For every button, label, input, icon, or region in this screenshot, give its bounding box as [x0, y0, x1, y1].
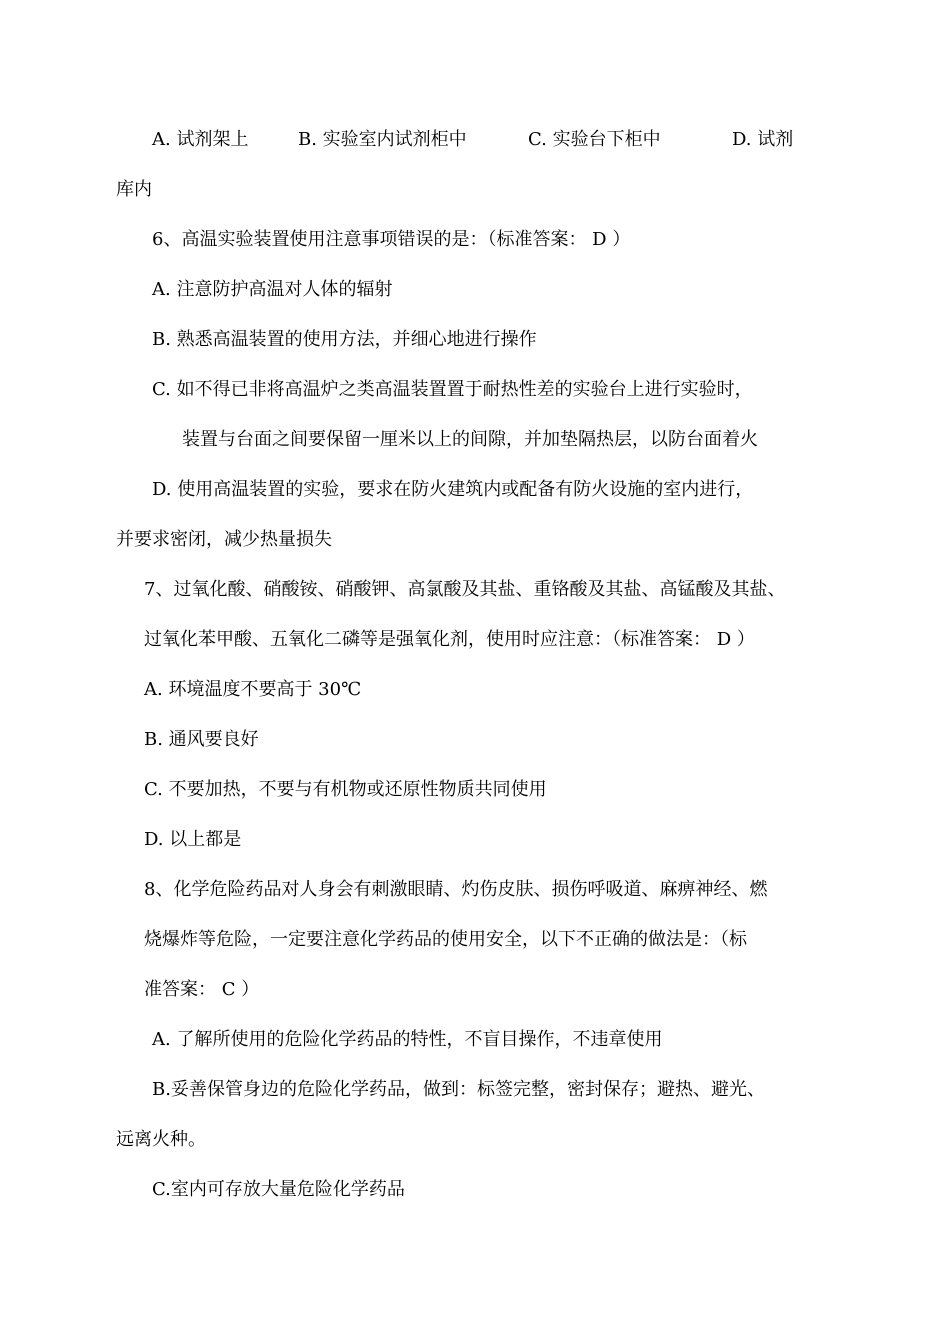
q8-option-b-line2: 远离火种。: [116, 1129, 206, 1150]
q8-option-a: A. 了解所使用的危险化学药品的特性，不盲目操作，不违章使用: [152, 1029, 663, 1050]
q5-option-d: D. 试剂: [732, 129, 794, 150]
q5-option-a: A. 试剂架上: [152, 129, 249, 150]
q6-option-b: B. 熟悉高温装置的使用方法，并细心地进行操作: [152, 329, 537, 350]
q7-option-b: B. 通风要良好: [144, 729, 259, 750]
q7-option-a: A. 环境温度不要高于 30℃: [144, 679, 362, 700]
q7-question-line2: 过氧化苯甲酸、五氧化二磷等是强氧化剂，使用时应注意：（标准答案： D ）: [144, 629, 755, 650]
q6-option-a: A. 注意防护高温对人体的辐射: [152, 279, 393, 300]
q8-question-line3: 准答案： C ）: [144, 979, 260, 1000]
q6-question: 6、高温实验装置使用注意事项错误的是：（标准答案： D ）: [152, 229, 631, 250]
q8-option-b-line1: B.妥善保管身边的危险化学药品，做到：标签完整，密封保存；避热、避光、: [152, 1079, 765, 1100]
q6-option-d-line1: D. 使用高温装置的实验，要求在防火建筑内或配备有防火设施的室内进行，: [152, 479, 754, 500]
q5-option-b: B. 实验室内试剂柜中: [298, 129, 467, 150]
q5-option-d-continuation: 库内: [116, 179, 152, 200]
q7-option-d: D. 以上都是: [144, 829, 242, 850]
q8-question-line2: 烧爆炸等危险，一定要注意化学药品的使用安全，以下不正确的做法是：（标: [144, 929, 747, 950]
q8-question-line1: 8、化学危险药品对人身会有刺激眼睛、灼伤皮肤、损伤呼吸道、麻痹神经、燃: [144, 879, 768, 900]
q7-option-c: C. 不要加热，不要与有机物或还原性物质共同使用: [144, 779, 547, 800]
q8-option-c: C.室内可存放大量危险化学药品: [152, 1179, 405, 1200]
q5-option-c: C. 实验台下柜中: [528, 129, 661, 150]
q6-option-d-line2: 并要求密闭，减少热量损失: [116, 529, 332, 550]
q7-question-line1: 7、过氧化酸、硝酸铵、硝酸钾、高氯酸及其盐、重铬酸及其盐、高锰酸及其盐、: [144, 579, 786, 600]
q6-option-c-line1: C. 如不得已非将高温炉之类高温装置置于耐热性差的实验台上进行实验时，: [152, 379, 753, 400]
q6-option-c-line2: 装置与台面之间要保留一厘米以上的间隙，并加垫隔热层，以防台面着火: [182, 429, 758, 450]
